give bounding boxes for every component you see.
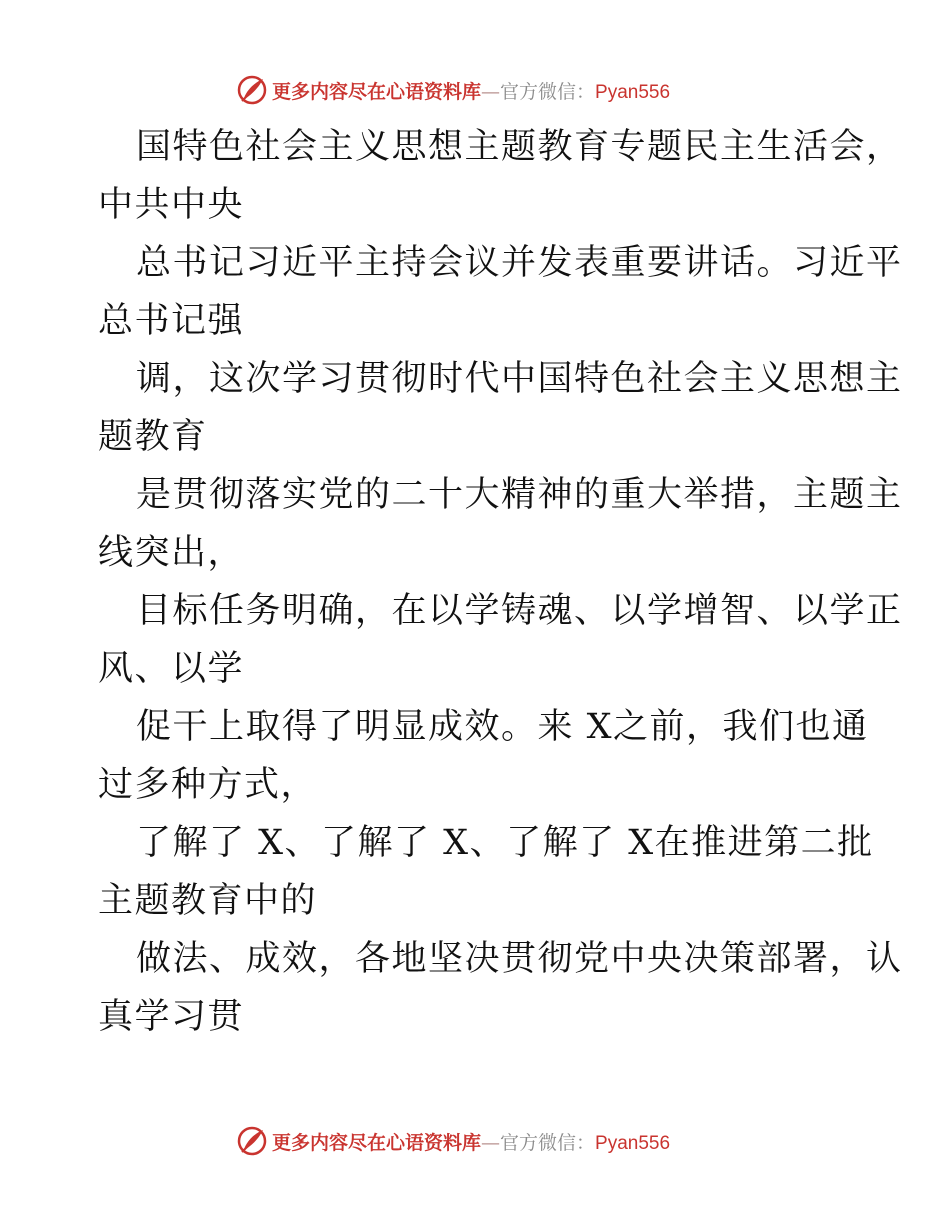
text-line: 线突出， — [98, 533, 245, 573]
watermark-wechat-label: 官方微信 — [500, 80, 577, 103]
feather-quill-icon — [236, 74, 268, 106]
watermark-text — [272, 1128, 670, 1155]
text-line: 目标任务明确，在以学铸魂、以学增智、以学正 — [136, 591, 903, 631]
text-line: 真学习贯 — [98, 997, 245, 1037]
watermark-wechat-id: Pyan556 — [595, 1132, 671, 1154]
text-line: 总书记习近平主持会议并发表重要讲话。习近平 — [136, 243, 903, 283]
watermark-colon: ： — [576, 80, 596, 103]
document-body — [98, 118, 903, 1046]
text-line: 做法、成效，各地坚决贯彻党中央决策部署，认 — [136, 939, 903, 979]
header-watermark — [236, 73, 670, 107]
text-line: 促干上取得了明显成效。来 X之前，我们也通 — [136, 707, 869, 747]
text-line: 中共中央 — [98, 185, 245, 225]
text-line: 过多种方式， — [98, 765, 318, 805]
watermark-colon: ： — [576, 1131, 596, 1154]
text-line: 风、以学 — [98, 649, 245, 689]
text-line: 调，这次学习贯彻时代中国特色社会主义思想主 — [136, 359, 903, 399]
feather-quill-icon — [236, 1125, 268, 1157]
text-line: 主题教育中的 — [98, 881, 318, 921]
watermark-wechat-id: Pyan556 — [595, 81, 671, 103]
text-line: 是贯彻落实党的二十大精神的重大举措，主题主 — [136, 475, 903, 515]
watermark-dash: — — [481, 80, 501, 103]
footer-watermark — [236, 1124, 670, 1158]
text-line: 题教育 — [98, 417, 208, 457]
watermark-site-name: 更多内容尽在心语资料库 — [272, 1131, 482, 1154]
watermark-dash: — — [481, 1131, 501, 1154]
watermark-wechat-label: 官方微信 — [500, 1131, 577, 1154]
text-line: 国特色社会主义思想主题教育专题民主生活会， — [136, 127, 903, 167]
watermark-text — [272, 77, 670, 104]
text-line: 总书记强 — [98, 301, 245, 341]
watermark-site-name: 更多内容尽在心语资料库 — [272, 80, 482, 103]
text-line: 了解了 X、了解了 X、了解了 X在推进第二批 — [136, 823, 874, 863]
